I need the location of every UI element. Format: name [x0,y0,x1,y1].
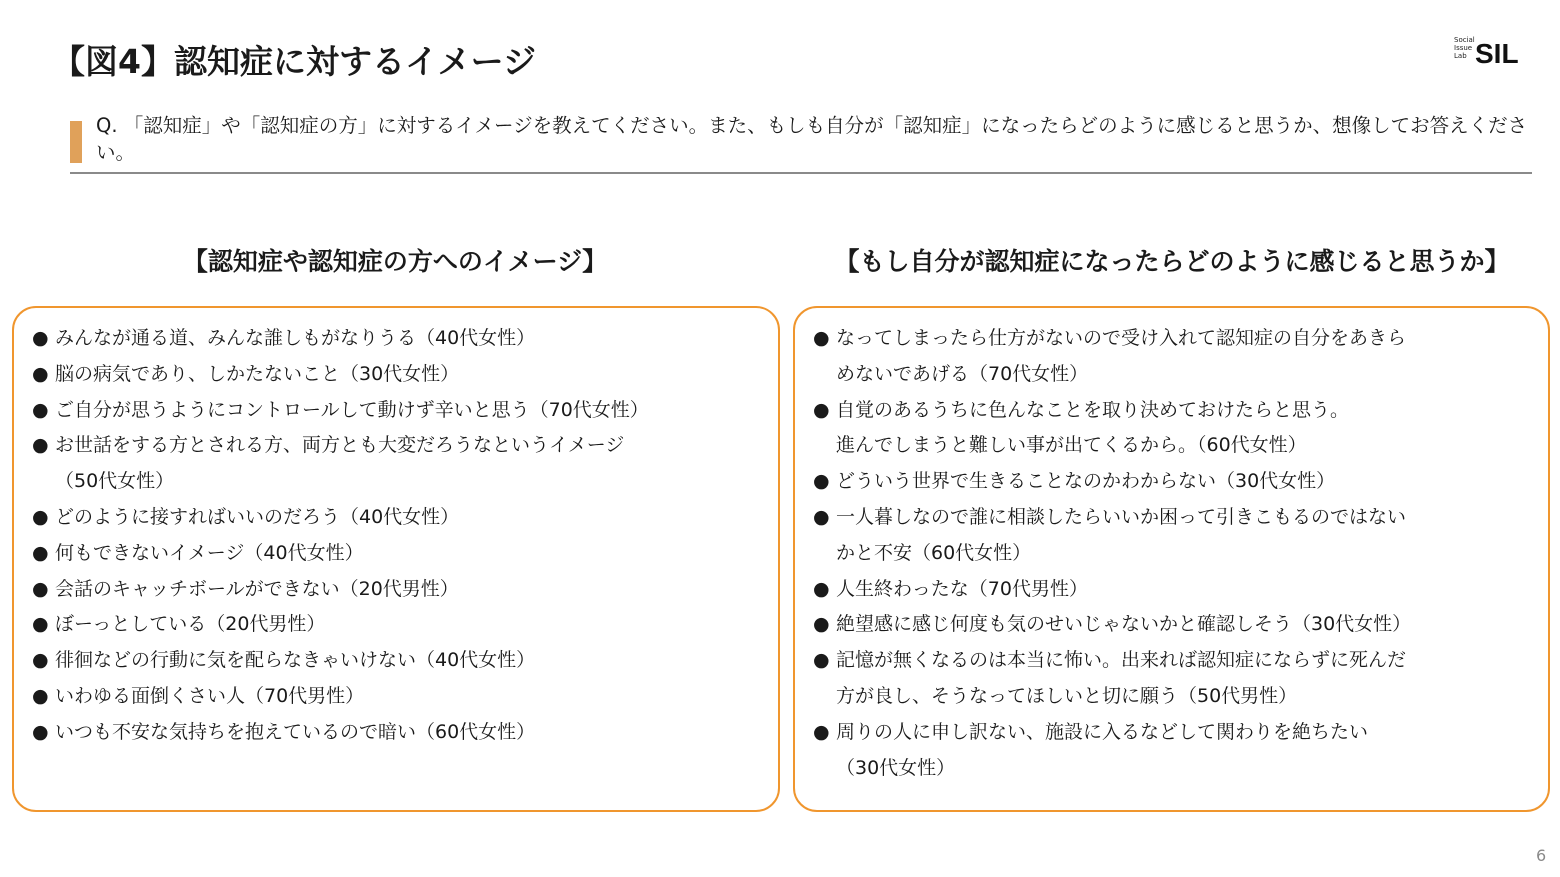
list-item [32,607,768,643]
list-item-text: 自覚のあるうちに色んなことを取り決めておけたらと思う。 進んでしまうと難しい事が出てくるから。（60代女性） [836,398,1350,457]
bullet-icon: ● [813,720,830,743]
left-column-heading: 【認知症や認知症の方へのイメージ】 [182,247,608,276]
bullet-icon: ● [32,541,49,564]
bullet-icon: ● [32,434,49,457]
list-item-text: どのように接すればいいのだろう（40代女性） [55,505,460,528]
page-title: 【図4】認知症に対するイメージ [52,42,536,81]
bullet-icon: ● [32,505,49,528]
list-item-text: 一人暮しなので誰に相談したらいいか困って引きこもるのではない かと不安（60代女性） [836,505,1407,564]
bullet-icon: ● [813,577,830,600]
bullet-icon: ● [813,398,830,421]
question-divider [70,172,1532,174]
list-item-text: お世話をする方とされる方、両方とも大変だろうなというイメージ （50代女性） [55,434,625,493]
list-item [32,393,768,429]
logo-big-text: SIL [1475,38,1519,69]
list-item [813,464,1538,500]
list-item-text: 記憶が無くなるのは本当に怖い。出来れば認知症にならずに死んだ 方が良し、そうなってほしいと切に願う（50代男性） [836,649,1407,707]
right-column-heading: 【もし自分が認知症になったらどのように感じると思うか】 [834,247,1510,276]
list-item-text: 絶望感に感じ何度も気のせいじゃないかと確認しそう（30代女性） [836,613,1412,636]
bullet-icon: ● [32,327,49,349]
bullet-icon: ● [32,720,49,743]
list-item [32,357,768,393]
list-item [32,679,768,715]
logo-small-text: Social Issue Lab [1454,36,1475,60]
list-item [813,393,1538,465]
page-number: 6 [1536,846,1547,865]
list-item [813,643,1538,715]
list-item-text: ぼーっとしている（20代男性） [55,613,326,636]
list-item-text: 徘徊などの行動に気を配らなきゃいけない（40代女性） [55,649,536,672]
bullet-icon: ● [32,577,49,600]
list-item [813,572,1538,608]
left-list [32,321,768,751]
list-item [813,500,1538,572]
list-item [32,536,768,572]
list-item-text: 何もできないイメージ（40代女性） [55,541,364,564]
list-item [813,607,1538,643]
list-item [32,643,768,679]
question-accent-bar [70,121,82,163]
list-item [32,500,768,536]
list-item [813,321,1538,393]
list-item [32,572,768,608]
list-item-text: ご自分が思うようにコントロールして動けず辛いと思う（70代女性） [55,398,649,421]
bullet-icon: ● [813,505,830,528]
bullet-icon: ● [32,684,49,707]
list-item-text: いわゆる面倒くさい人（70代男性） [55,684,365,707]
question-text: Q. 「認知症」や「認知症の方」に対するイメージを教えてください。また、もしも自分が「認知症」になったらどのように感じると思うか、想像してお答えください。 [96,114,1528,164]
left-panel [12,306,780,812]
list-item-text: 会話のキャッチボールができない（20代男性） [55,577,459,600]
sil-logo [1454,34,1534,74]
right-list [813,321,1538,786]
bullet-icon: ● [32,398,49,421]
list-item-text: いつも不安な気持ちを抱えているので暗い（60代女性） [55,720,536,743]
bullet-icon: ● [813,613,830,636]
list-item [32,321,768,357]
list-item-text: どういう世界で生きることなのかわからない（30代女性） [836,470,1336,493]
bullet-icon: ● [813,649,830,672]
list-item [32,428,768,500]
list-item-text: 周りの人に申し訳ない、施設に入るなどして関わりを絶ちたい （30代女性） [836,720,1369,779]
list-item [813,715,1538,787]
right-panel [793,306,1550,812]
bullet-icon: ● [813,327,830,349]
list-item-text: 脳の病気であり、しかたないこと（30代女性） [55,362,460,385]
list-item-text: 人生終わったな（70代男性） [836,577,1088,600]
list-item-text: みんなが通る道、みんな誰しもがなりうる（40代女性） [55,327,536,349]
list-item [32,715,768,751]
bullet-icon: ● [813,470,830,493]
bullet-icon: ● [32,649,49,672]
list-item-text: なってしまったら仕方がないので受け入れて認知症の自分をあきら めないであげる（70代女性） [836,327,1407,385]
bullet-icon: ● [32,362,49,385]
bullet-icon: ● [32,613,49,636]
